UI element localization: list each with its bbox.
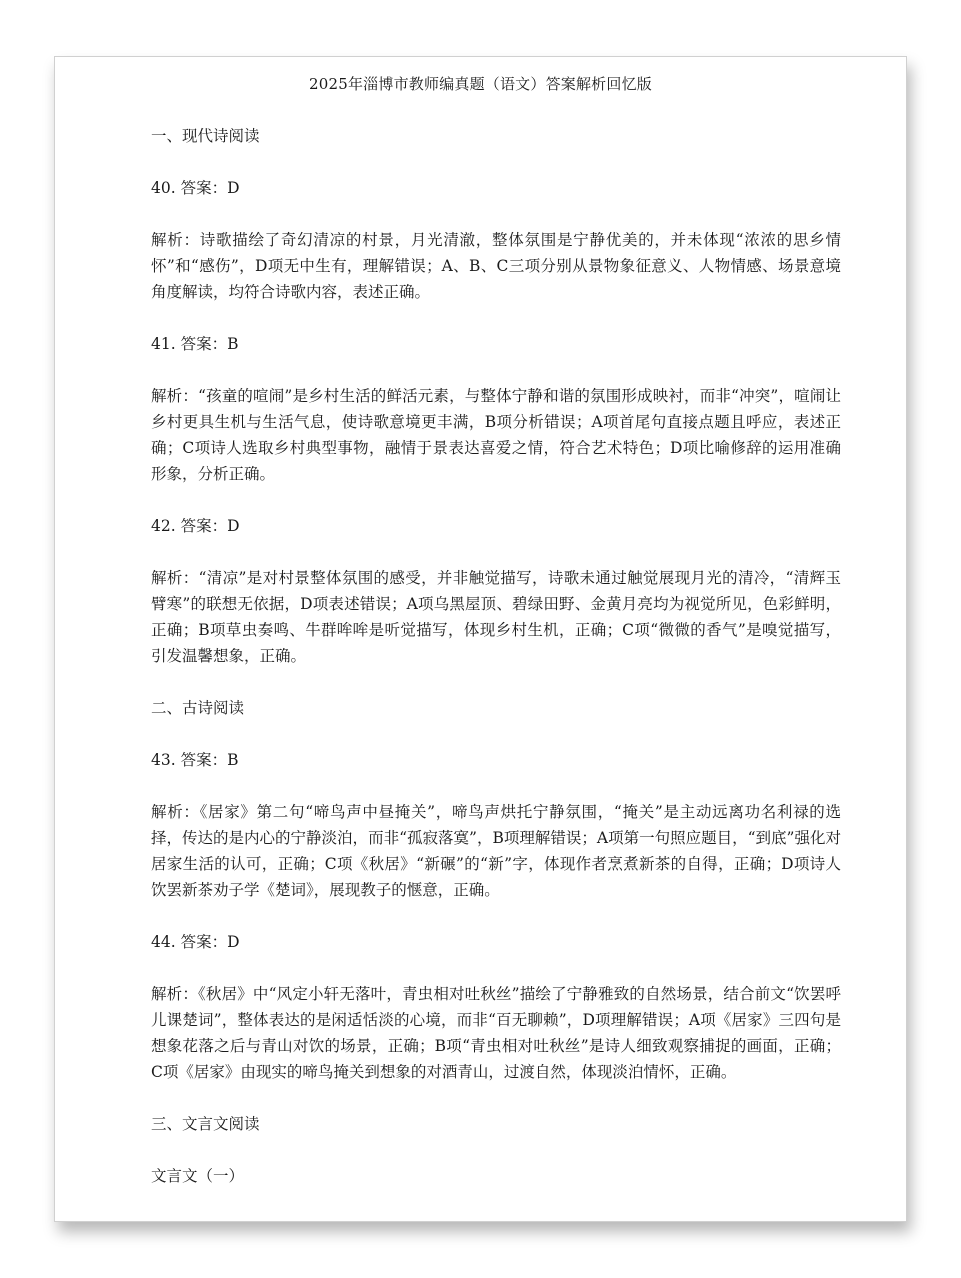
answer-line-q41: 41. 答案：B (151, 335, 239, 353)
subsection-label: 文言文（一） (151, 1167, 245, 1185)
answer-line-q40: 40. 答案：D (151, 179, 240, 197)
explanation-q40: 解析：诗歌描绘了奇幻清凉的村景，月光清澈，整体氛围是宁静优美的，并未体现“浓浓的思乡情怀”和“感伤”，D项无中生有，理解错误；A、B、C三项分别从景物象征意义、人物情感、场景意境角度解读，均符合诗歌内容，表述正确。 (151, 231, 841, 301)
explanation-q42: 解析：“清凉”是对村景整体氛围的感受，并非触觉描写，诗歌未通过触觉展现月光的清冷，“清辉玉臂寒”的联想无依据，D项表述错误；A项乌黑屋顶、碧绿田野、金黄月亮均为视觉所见，色彩鲜明，正确；B项草虫奏鸣、牛群哞哞是听觉描写，体现乡村生机，正确；C项“微微的香气”是嗅觉描写，引发温馨想象，正确。 (151, 569, 841, 665)
document-body (151, 123, 841, 1189)
section-heading-modern-poetry: 一、现代诗阅读 (151, 127, 260, 145)
document-page (54, 56, 907, 1222)
answer-line-q42: 42. 答案：D (151, 517, 240, 535)
explanation-q41: 解析：“孩童的喧闹”是乡村生活的鲜活元素，与整体宁静和谐的氛围形成映衬，而非“冲突”，喧闹让乡村更具生机与生活气息，使诗歌意境更丰满，B项分析错误；A项首尾句直接点题且呼应，表述正确；C项诗人选取乡村典型事物，融情于景表达喜爱之情，符合艺术特色；D项比喻修辞的运用准确形象，分析正确。 (151, 387, 841, 483)
answer-line-q43: 43. 答案：B (151, 751, 239, 769)
explanation-q44: 解析：《秋居》中“风定小轩无落叶，青虫相对吐秋丝”描绘了宁静雅致的自然场景，结合前文“饮罢呼儿课楚词”，整体表达的是闲适恬淡的心境，而非“百无聊赖”，D项理解错误；A项《居家》三四句是想象花落之后与青山对饮的场景，正确；B项“青虫相对吐秋丝”是诗人细致观察捕捉的画面，正确；C项《居家》由现实的啼鸟掩关到想象的对酒青山，过渡自然，体现淡泊情怀，正确。 (151, 985, 841, 1081)
answer-line-q44: 44. 答案：D (151, 933, 240, 951)
explanation-q43: 解析：《居家》第二句“啼鸟声中昼掩关”，啼鸟声烘托宁静氛围，“掩关”是主动远离功名利禄的选择，传达的是内心的宁静淡泊，而非“孤寂落寞”，B项理解错误；A项第一句照应题目，“到底”强化对居家生活的认可，正确；C项《秋居》“新碾”的“新”字，体现作者烹煮新茶的自得，正确；D项诗人饮罢新茶劝子学《楚词》，展现教子的惬意，正确。 (151, 803, 841, 899)
section-heading-classical-chinese: 三、文言文阅读 (151, 1115, 260, 1133)
document-title: 2025年淄博市教师编真题（语文）答案解析回忆版 (309, 75, 652, 93)
section-heading-classical-poetry: 二、古诗阅读 (151, 699, 245, 717)
